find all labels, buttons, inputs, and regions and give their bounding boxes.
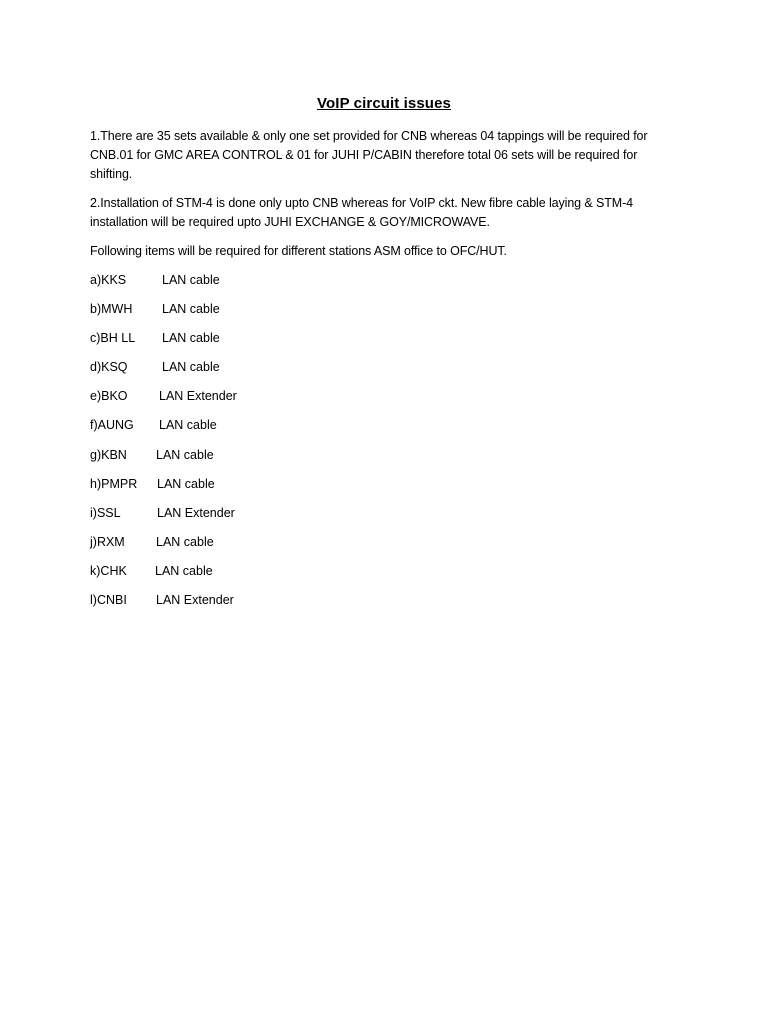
list-item [90,358,220,376]
station-code: a)KKS [90,273,127,287]
paragraph-sets-availability: 1.There are 35 sets available & only one set provided for CNB whereas 04 tappings will be required for CNB.01 for GMC AREA CONTROL & 01 for JUHI P/CABIN therefore total 06 sets will be required for shifting. [90,129,648,181]
list-item [90,475,215,493]
item-requirement: LAN Extender [156,593,234,607]
document-title: VoIP circuit issues [317,95,451,112]
list-item [90,562,213,580]
station-code: c)BH LL [90,331,136,345]
item-requirement: LAN cable [155,564,213,578]
station-code: l)CNBI [90,593,127,607]
item-requirement: LAN cable [157,477,215,491]
list-item [90,533,214,551]
item-requirement: LAN cable [159,418,217,432]
station-code: k)CHK [90,564,127,578]
item-requirement: LAN Extender [157,506,235,520]
item-requirement: LAN cable [156,448,214,462]
list-item [90,387,237,405]
item-requirement: LAN cable [162,331,220,345]
paragraph-stm4-installation: 2.Installation of STM-4 is done only upto CNB whereas for VoIP ckt. New fibre cable laying & STM-4 installation will be required upto JUHI EXCHANGE & GOY/MICROWAVE. [90,196,634,229]
station-code: d)KSQ [90,360,128,374]
item-requirement: LAN cable [162,273,220,287]
list-item [90,271,220,289]
station-code: e)BKO [90,389,128,403]
list-item [90,416,217,434]
station-code: b)MWH [90,302,133,316]
item-requirement: LAN cable [162,360,220,374]
paragraph-following-items: Following items will be required for different stations ASM office to OFC/HUT. [90,244,507,258]
station-code: j)RXM [90,535,125,549]
list-item [90,329,220,347]
item-requirement: LAN cable [162,302,220,316]
list-item [90,446,214,464]
item-requirement: LAN cable [156,535,214,549]
station-code: g)KBN [90,448,127,462]
list-item [90,591,234,609]
list-item [90,300,220,318]
station-code: i)SSL [90,506,121,520]
station-code: h)PMPR [90,477,138,491]
list-item [90,504,235,522]
station-code: f)AUNG [90,418,134,432]
item-requirement: LAN Extender [159,389,237,403]
